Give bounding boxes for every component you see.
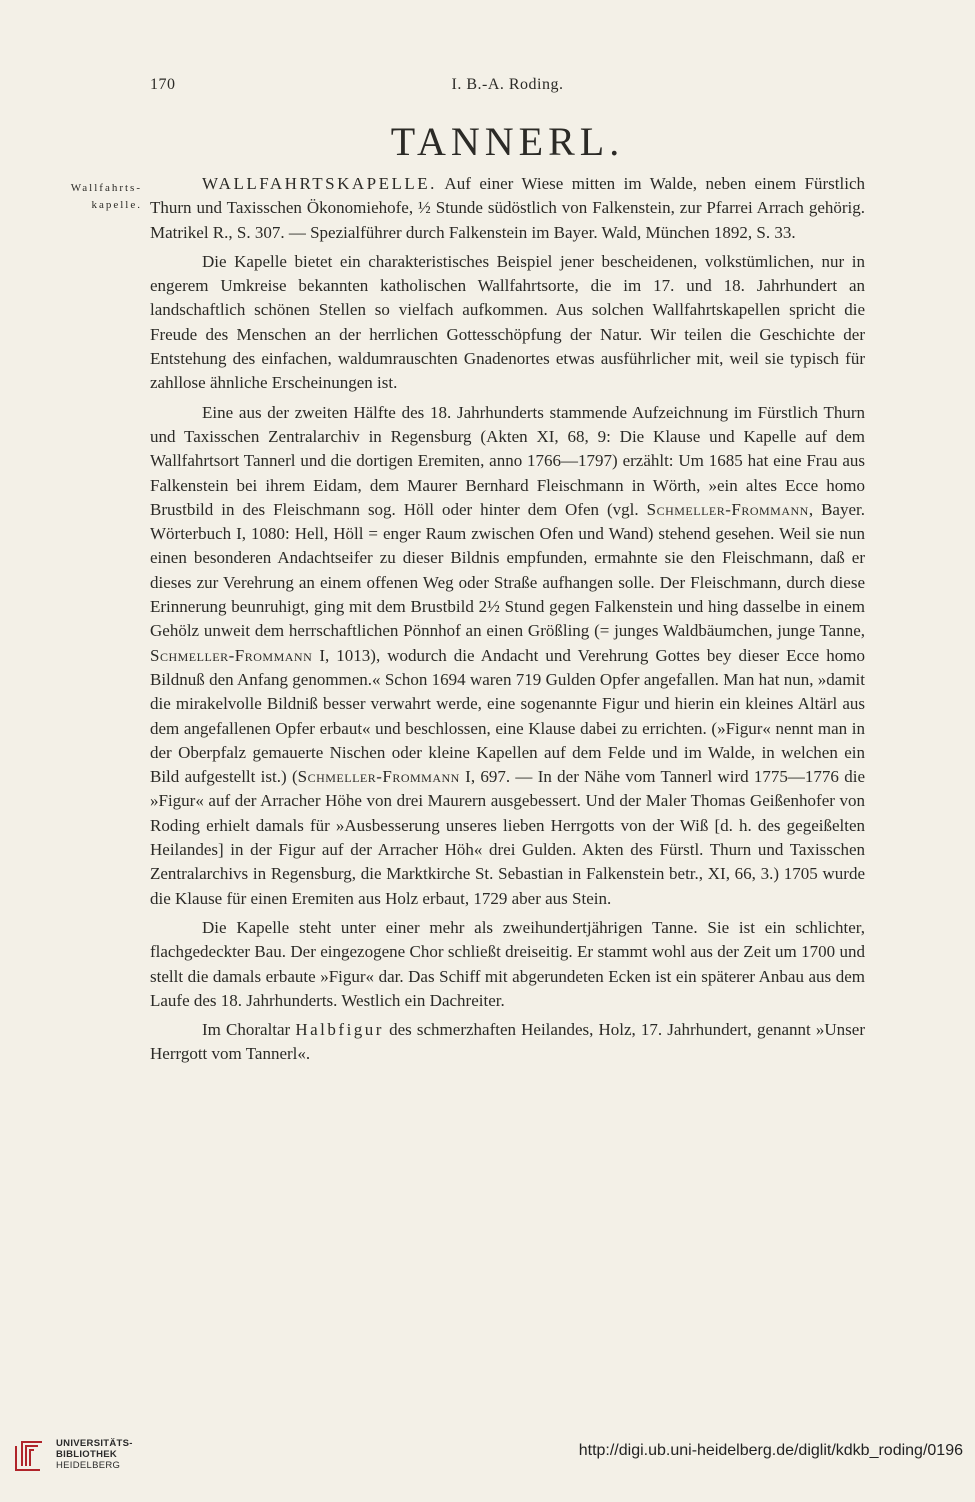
margin-note: Wallfahrts-kapelle.	[70, 182, 142, 211]
paragraph-5: Im Choraltar Halbfigur des schmerzhaften Heilandes, Holz, 17. Jahrhundert, genannt »Unser Herrgott vom Tannerl«.	[150, 1020, 865, 1064]
page-title: TANNERL.	[390, 119, 625, 164]
running-head: I. B.-A. Roding.	[451, 76, 564, 93]
source-url-link[interactable]: http://digi.ub.uni-heidelberg.de/diglit/kdkb_roding/0196	[578, 1442, 963, 1459]
author-citation: Schmeller-Frommann	[646, 499, 809, 519]
page-number: 170	[150, 76, 176, 93]
spaced-heading: WALLFAHRTSKAPELLE.	[202, 174, 437, 193]
footer-bar	[0, 1436, 975, 1472]
spaced-term: Halbfigur	[295, 1020, 384, 1040]
paragraph-4: Die Kapelle steht unter einer mehr als zweihundertjährigen Tanne. Sie ist ein schlichter, flachgedeckter Bau. Der eingezogene Chor schließt dreiseitig. Er stammt wohl aus der Zeit um 1700 und stellt die damals erbaute »Figur« dar. Das Schiff mit abgerundeten Ecken ist ein späterer Anbau aus dem Laufe des 18. Jahrhunderts. Westlich ein Dachreiter.	[150, 917, 865, 1010]
author-citation: Schmeller-Frommann	[150, 645, 313, 665]
paragraph-2: Die Kapelle bietet ein charakteristisches Beispiel jener bescheidenen, volkstümlichen, nur in engerem Umkreise bekannten katholischen Wallfahrtsorte, die im 17. und 18. Jahrhundert an landschaftlich schönen Stellen so vielfach aufkommen. Aus solchen Wallfahrtskapellen spricht die Freude des Menschen an der herrlichen Gottesschöpfung der Natur. Wir teilen die Geschichte der Entstehung des einfachen, waldumrauschten Gnadenortes etwas ausführlicher mit, weil sie typisch für zahllose ähnliche Erscheinungen ist.	[150, 251, 865, 393]
ub-heidelberg-logo-icon	[12, 1436, 48, 1472]
paragraph-3: Eine aus der zweiten Hälfte des 18. Jahrhunderts stammende Aufzeichnung im Fürstlich Thurn und Taxisschen Zentralarchiv in Regensburg (Akten XI, 68, 9: Die Klause und Kapelle auf dem Wallfahrtsort Tannerl und die dortigen Eremiten, anno 1766—1797) erzählt: Um 1685 hat eine Frau aus Falkenstein bei ihrem Eidam, dem Maurer Bernhard Fleischmann in Wörth, »ein altes Ecce homo Brustbild in des Fleischmann sog. Höll oder hinter dem Ofen (vgl. Schmeller-Frommann, Bayer. Wörterbuch I, 1080: Hell, Höll = enger Raum zwischen Ofen und Wand) stehend gesehen. Weil sie nun einen besonderen Andachtseifer zu dieser Bildnis empfunden, ermahnte sie den Fleischmann, daß er dieses zur Verehrung an einem offenen Weg oder Straße aufhangen solle. Der Fleischmann, durch diese Erinnerung beunruhigt, ging mit dem Brustbild 2½ Stund gegen Falkenstein und hing dasselbe in einem Gehölz unweit dem herrschaftlichen Pönnhof an einen Größling (= junges Waldbäumchen, junge Tanne, Schmeller-Frommann I, 1013), wodurch die Andacht und Verehrung Gottes bey dieser Ecce homo Bildnuß den Anfang genommen.« Schon 1694 waren 719 Gulden Opfer angefallen. Man hat nun, »damit die mirakelvolle Bildniß besser verwahrt werde, eine sogenannte Figur und hierin ein kleines Altärl aus dem angefallenen Opfer erbaut« und beschlossen, eine Klause dabei zu errichten. (»Figur« nennt man in der Oberpfalz gemauerte Nischen oder kleine Kapellen auf dem Felde und im Walde, in welchen ein Bild aufgestellt ist.) (Schmeller-Frommann I, 697. — In der Nähe vom Tannerl wird 1775—1776 die »Figur« auf der Arracher Höhe von drei Maurern ausgebessert. Und der Maler Thomas Geißenhofer von Roding erhielt damals für »Ausbesserung unseres lieben Herrgotts von der Wiß [d. h. des gegeißelten Heilandes] in der Figur auf der Arracher Höh« drei Gulden. Akten des Fürstl. Thurn und Taxisschen Zentralarchivs in Regensburg, die Marktkirche St. Sebastian in Falkenstein betr., XI, 66, 3.) 1705 wurde die Klause für einen Eremiten aus Holz erbaut, 1729 aber aus Stein.	[150, 402, 865, 908]
library-name: UNIVERSITÄTS- BIBLIOTHEK HEIDELBERG	[56, 1438, 133, 1471]
author-citation: Schmeller-Frommann	[297, 767, 460, 787]
body-text	[150, 172, 865, 1072]
paragraph-1: WALLFAHRTSKAPELLE. Auf einer Wiese mitten im Walde, neben einem Fürstlich Thurn und Taxisschen Ökonomiehofe, ½ Stunde südöstlich von Falkenstein, zur Pfarrei Arrach gehörig. Matrikel R., S. 307. — Spezialführer durch Falkenstein im Bayer. Wald, München 1892, S. 33.	[150, 174, 865, 242]
